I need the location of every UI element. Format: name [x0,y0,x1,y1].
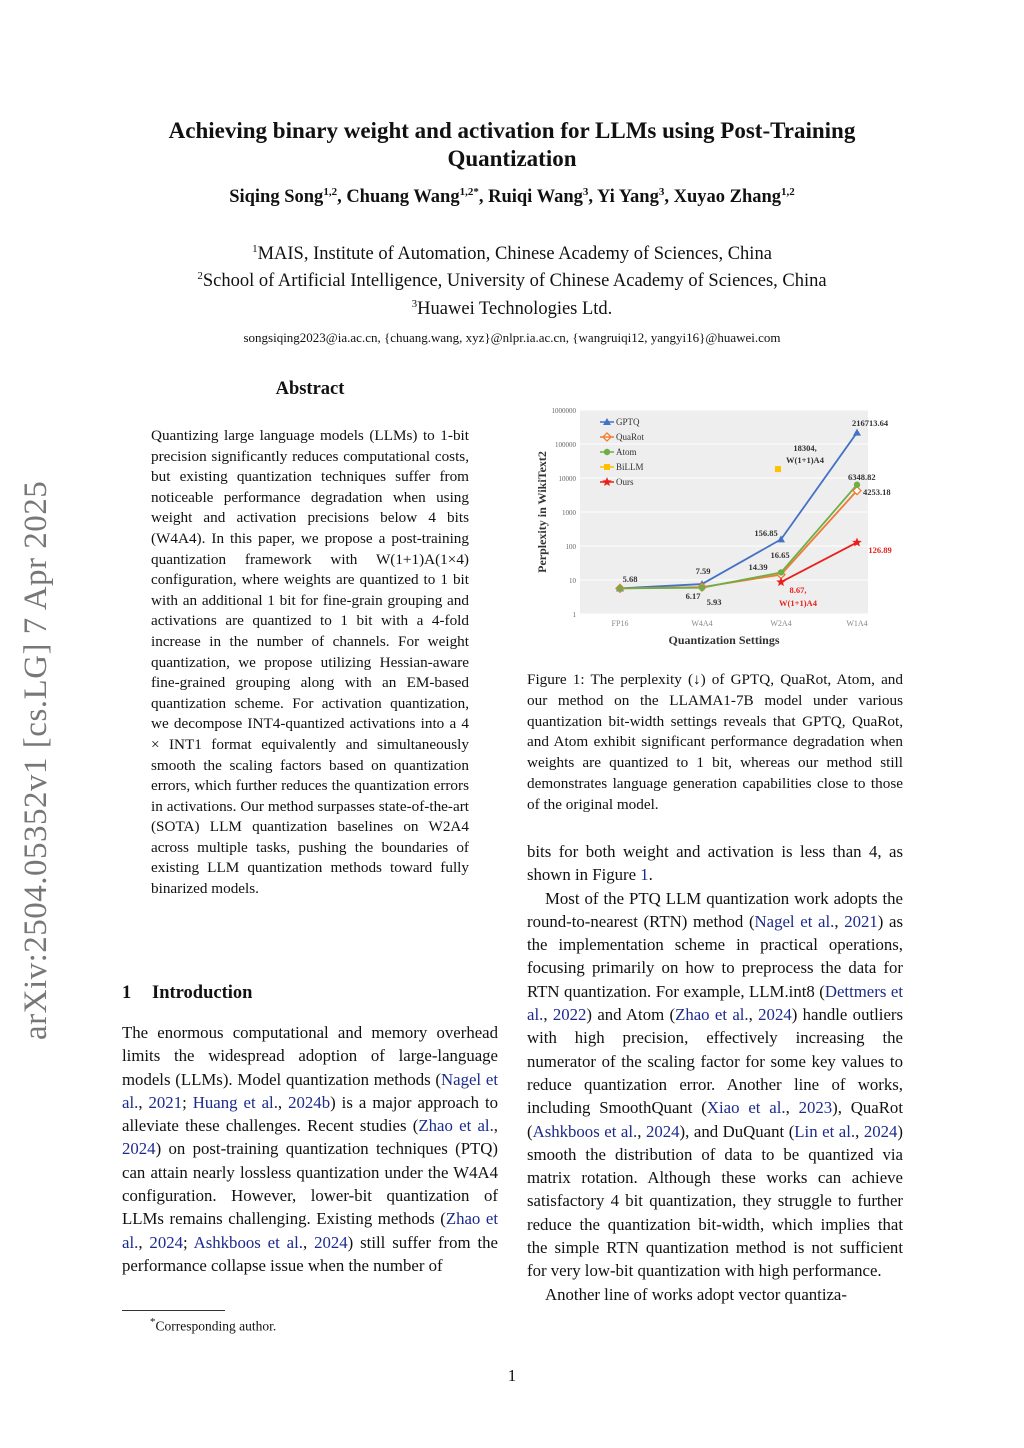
data-point-atom [699,585,705,591]
affiliation-sup: 3 [411,298,418,310]
y-tick-label: 100000 [555,441,576,449]
x-tick-label: W4A4 [691,619,713,628]
text-run: , [302,1232,315,1252]
text-run: , [543,1005,553,1025]
data-label: 126.89 [868,545,892,555]
text-run: ) handle outliers with high precision, effectively increasing the numerator of the scaling factor for some key values to reduce quantization error. Another line of works, including SmoothQuant ( [527,1005,904,1118]
figure-ref-link[interactable]: 1 [640,865,649,885]
citation-link[interactable]: 2024 [863,1121,898,1141]
affiliation-2 [0,270,1024,292]
text-run: Most of the PTQ LLM quantization work adopts the round-to-nearest (RTN) method ( [527,888,903,931]
citation-link[interactable]: Ashkboos et al. [532,1121,638,1141]
data-label: 8.67, [789,585,807,595]
citation-link[interactable]: Nagel et al. [754,911,835,931]
author-list: Siqing Song$^{1,2}$, Chuang Wang$^{1,2*}$, Ruiqi Wang$^3$, Yi Yang$^3$, Xuyao Zhang$^{1,2}$ [229,186,795,208]
footnote-rule [122,1310,225,1311]
text-run: ), QuaRot ( [527,1098,903,1141]
data-label: 6348.82 [848,472,876,482]
citation-link[interactable]: 2024 [122,1139,156,1159]
data-label: 5.93 [706,597,722,607]
footnote-mark: * [150,1316,156,1328]
data-point-atom [854,482,860,488]
affiliation-text: Huawei Technologies Ltd. [417,299,613,320]
right-column-text [527,840,903,1306]
x-tick-label: W1A4 [846,619,868,628]
legend-entry-quarot: QuaRot [616,432,644,442]
perplexity-chart [530,396,910,650]
section-title: Introduction [152,983,253,1003]
x-tick-label: FP16 [611,619,629,628]
y-tick-label: 1000000 [551,407,576,415]
affiliation-3 [0,298,1024,320]
data-label: 156.85 [754,528,778,538]
data-point-billm [775,466,781,472]
author-sup: 1,2 [781,186,795,198]
data-label: 18304, [793,443,817,453]
citation-link[interactable]: 2021 [148,1092,183,1112]
text-run: ) smooth the distribution of data to be quantized via matrix rotation. Although these works can achieve satisfactory 4 bit quantization, they struggle to further reduce the quantization bit-width, which implies that the simple RTN quantization method is not sufficient for very low-bit quantization with high performance. [527,1121,904,1281]
abstract-text: Quantizing large language models (LLMs) to 1-bit precision significantly reduces computational costs, but existing quantization techniques suffer from noticeable performance degradation when using weight and activation precisions below 4 bits (W4A4). In this paper, we propose a post-training quantization framework with W(1+1)A(1×4) configuration, where weights are quantized to 1 bit with an additional 1 bit for fine-grain grouping and activations are quantized to 1 bit with a 4-fold increase in the number of channels. For weight quantization, we propose utilizing Hessian-aware fine-grained grouping along with an EM-based quantization scheme. For activation quantization, we decompose INT4-quantized activations into a 4 × INT1 format equivalently and simultaneously smooth the scaling factors based on quantization errors, which further reduces the quantization errors in activations. Our method surpasses state-of-the-art (SOTA) LLM quantization baselines on W2A4 across multiple tasks, pushing the boundaries of existing LLM quantization methods toward fully binarized models. [151,427,469,898]
citation-link[interactable]: 2021 [844,911,878,931]
legend-entry-atom: Atom [616,447,637,457]
y-axis-label: Perplexity in WikiText2 [535,451,549,573]
affiliation-text: School of Artificial Intelligence, University of Chinese Academy of Sciences, China [202,271,827,292]
text-run: bits for both weight and activation is less than 4, as shown in Figure [527,842,903,885]
paragraph-start: Another line of works adopt vector quantiza- [545,1284,847,1304]
data-label: 4253.18 [863,487,891,497]
page-number: 1 [507,1366,517,1385]
data-label: W(1+1)A4 [786,455,824,465]
citation-link[interactable]: 2023 [798,1098,833,1118]
text-run: , [637,1121,646,1141]
text-run: ; [182,1232,194,1252]
citation-link[interactable]: Zhao et al. [122,1209,498,1252]
author-sup: 1,2* [459,186,479,198]
affiliation-sup: 2 [197,270,203,282]
author-name: Siqing Song [229,187,324,208]
citation-link[interactable]: Nagel et al. [122,1069,498,1112]
text-run: ; [182,1092,193,1112]
text-run: The enormous computational and memory overhead limits the widespread adoption of large-language models (LLMs). Model quantization methods ( [122,1023,498,1089]
author-emails: songsiqing2023@ia.ac.cn, {chuang.wang, xyz}@nlpr.ia.ac.cn, {wangruiqi12, yangyi16}@huawei.com [243,330,781,345]
y-tick-label: 1 [572,611,576,619]
text-run: , [138,1232,150,1252]
text-run: ) is a major approach to alleviate these challenges. Recent studies ( [122,1092,499,1136]
citation-link[interactable]: Zhao et al. [418,1116,494,1136]
citation-link[interactable]: 2024 [758,1005,792,1025]
section-number: 1 [122,983,132,1003]
data-label: 14.39 [748,562,768,572]
text-run: , [834,911,845,931]
text-run: ) on post-training quantization techniques (PTQ) can attain nearly lossless quantization under the W4A4 configuration. However, lower-bit quantization of LLMs remains challenging. Existing methods ( [122,1139,498,1229]
author-sup: 3 [658,186,665,198]
text-run: ) as the implementation scheme in practical operations, focusing primarily on how to preprocess the data for RTN quantization. For example, LLM.int8 ( [527,911,903,1001]
data-point-atom [617,585,623,591]
text-run: , [493,1116,498,1136]
text-run: ) and Atom ( [586,1005,676,1025]
author-sup: 3 [582,186,589,198]
text-run: . [648,865,653,885]
text-run: , [277,1092,289,1112]
y-tick-label: 100 [565,543,576,551]
citation-link[interactable]: Lin et al. [794,1121,856,1141]
citation-link[interactable]: Dettmers et al. [527,981,903,1025]
affiliation-sup: 1 [252,243,258,255]
text-run: , [785,1098,799,1118]
text-run: , [748,1005,759,1025]
introduction-paragraph [122,1021,498,1277]
citation-link[interactable]: Ashkboos et al. [193,1232,303,1252]
title-line-2: Quantization [447,146,577,171]
footnote [150,1316,276,1335]
affiliation-1 [0,243,1024,265]
legend-entry-gptq: GPTQ [616,417,640,427]
text-run: ) still suffer from the performance collapse issue when the number of [122,1232,498,1275]
text-run: ), and DuQuant ( [679,1121,795,1141]
x-axis-label: Quantization Settings [668,633,780,647]
author-name: Chuang Wang [346,187,460,208]
citation-link[interactable]: 2024 [149,1232,183,1252]
data-label: 6.17 [685,591,701,601]
citation-link[interactable]: Zhao et al. [675,1005,749,1025]
x-tick-label: W2A4 [770,619,792,628]
figure-caption: Figure 1: The perplexity (↓) of GPTQ, QuaRot, Atom, and our method on the LLAMA1-7B model under various quantization bit-width settings reveals that GPTQ, QuaRot, and Atom exhibit significant performance degradation when weights are quantized to 1 bit, whereas our method still demonstrates language generation capabilities close to those of the original model. [527,671,903,813]
data-label: 5.68 [622,574,638,584]
arxiv-sidebar-stamp: arXiv:2504.05352v1 [cs.LG] 7 Apr 2025 [18,480,54,1040]
data-label: W(1+1)A4 [779,598,817,608]
data-label: 216713.64 [851,418,889,428]
section-heading-introduction [122,983,252,1004]
affiliation-text: MAIS, Institute of Automation, Chinese Academy of Sciences, China [257,244,772,265]
data-label: 16.65 [770,550,790,560]
data-point-atom [778,569,784,575]
text-run: , [855,1121,864,1141]
data-label: 7.59 [695,566,711,576]
author-name: Yi Yang [596,187,659,208]
author-name: Xuyao Zhang [673,187,782,208]
abstract-heading: Abstract [275,379,345,399]
y-tick-label: 10000 [558,475,576,483]
citation-link[interactable]: 2024 [645,1121,680,1141]
citation-link[interactable]: 2024b [288,1092,331,1112]
legend-entry-ours: Ours [616,477,634,487]
citation-link[interactable]: 2024 [314,1232,348,1252]
citation-link[interactable]: Huang et al. [192,1092,278,1112]
y-tick-label: 1000 [562,509,576,517]
author-name: Ruiqi Wang [488,187,583,208]
paper-title [0,117,1024,173]
legend-entry-billm: BiLLM [616,462,644,472]
y-tick-label: 10 [569,577,576,585]
citation-link[interactable]: 2022 [552,1005,587,1025]
citation-link[interactable]: Xiao et al. [706,1098,786,1118]
footnote-text: Corresponding author. [155,1318,277,1334]
author-sup: 1,2 [323,186,338,198]
text-run: , [138,1092,149,1112]
title-line-1: Achieving binary weight and activation for LLMs using Post-Training [168,118,856,143]
